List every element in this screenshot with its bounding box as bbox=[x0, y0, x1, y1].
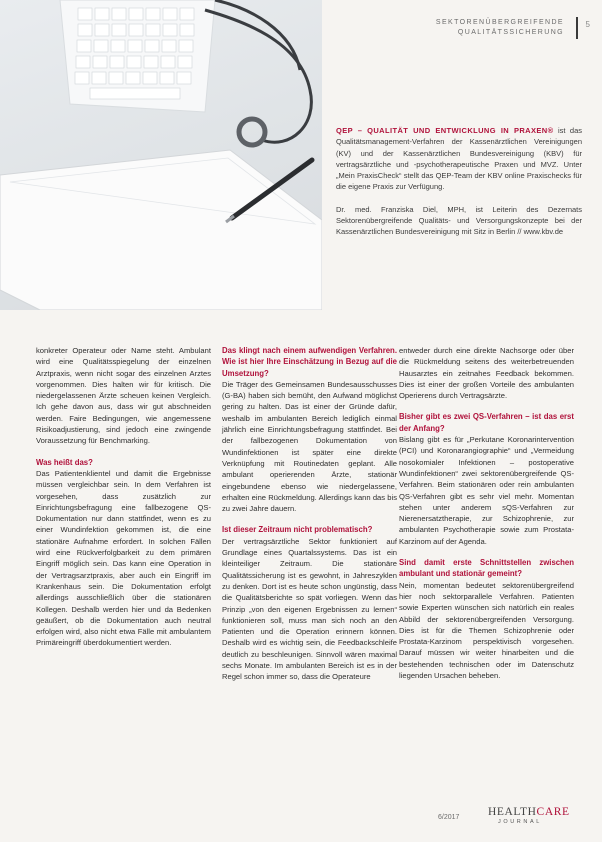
kicker-line-2: QUALITÄTSSICHERUNG bbox=[457, 29, 564, 36]
info-box-lead: QEP – QUALITÄT UND ENTWICKLUNG IN PRAXEN® bbox=[336, 126, 554, 135]
info-box bbox=[336, 125, 582, 249]
desk-photo-illustration bbox=[0, 0, 322, 310]
keyboard-illustration bbox=[60, 0, 215, 112]
col3-paragraph-3: Nein, momentan bedeutet sektorenübergreifend hier noch sektorparallele Verfahren. Patienten sowie Experten wünschen sich natürlich ein reales Abbild der sektorenübergreifenden Versorgung. Dies ist für die Themen Schizophrenie oder Prostata-Karzinom perspektivisch vorgesehen. Darauf müssen wir weiter hinarbeiten und die bestehenden technischen oder im Datenschutz liegenden Ursachen beheben. bbox=[399, 580, 574, 681]
stethoscope-illustration bbox=[205, 0, 311, 145]
journal-logo-sub: JOURNAL bbox=[498, 819, 542, 825]
column-1 bbox=[36, 345, 211, 649]
col1-paragraph-1: konkreter Operateur oder Name steht. Ambulant wird eine Qualitätsspiegelung der einzelnen Arztpraxis, wenn nicht sogar des einzelnen Arztes vorgenommen. Dies halten wir für kritisch. Die niedergelassenen Ärzte scheuen keinen Vergleich. Ich gehe davon aus, dass wir gut abschneiden werden. Faire Bedingungen, wie angemessene Risikoadjustierung, sind jedoch eine zwingende Voraussetzung für Benchmarking. bbox=[36, 346, 211, 446]
col3-question-2: Sind damit erste Schnittstellen zwischen ambulant und stationär gemeint? bbox=[399, 558, 574, 579]
col2-question-2: Ist dieser Zeitraum nicht problematisch? bbox=[222, 525, 373, 535]
info-box-text-2: Dr. med. Franziska Diel, MPH, ist Leiterin des Dezernats Sektorenübergreifende Qualitäts- und Versorgungskonzepte bei der Kassenärztlichen Bundesvereinigung mit Sitz in Berlin // www.kbv.de bbox=[336, 204, 582, 237]
info-box-paragraph-1 bbox=[336, 125, 582, 193]
col1-question-1: Was heißt das? bbox=[36, 457, 93, 467]
col2-question-1: Das klingt nach einem aufwendigen Verfahren. Wie ist hier Ihre Einschätzung in Bezug auf die Umsetzung? bbox=[222, 346, 397, 378]
col3-paragraph-1: entweder durch eine direkte Nachsorge oder über die Rückmeldung seitens des weiterbetreuenden Hausarztes ein zeitnahes Feedback bekommen. Dies ist einer der großen Vorteile des ambulanten Operierens durch Vertragsärzte. bbox=[399, 346, 574, 401]
section-kicker bbox=[436, 18, 564, 38]
column-3 bbox=[399, 345, 574, 681]
header-photo bbox=[0, 0, 322, 310]
logo-care: CARE bbox=[536, 806, 570, 818]
clipboard-illustration bbox=[0, 150, 322, 310]
page-number: 5 bbox=[585, 20, 590, 29]
col2-paragraph-2: Der vertragsärztliche Sektor funktioniert auf Grundlage eines Quartalssystems. Das ist ein kleinteiliger Zeitraum. Die stationäre Qualitätssicherung ist es gewohnt, in Jahreszyklen zu denken. Dort ist es heute schon ungünstig, dass die Qualitätsberichte so spät vorliegen. Wenn das Prinzip „von den eigenen Ergebnissen zu lernen“ funktionieren soll, muss man sich noch an den Patienten und die Operation erinnern können. Deshalb wird es wichtig sein, die Feedbackschleife deutlich zu beschleunigen. Sinnvoll wären maximal sechs Monate. Im ambulanten Bereich ist es in der Regel schon immer so, dass die Operateure bbox=[222, 536, 397, 682]
col3-question-1: Bisher gibt es zwei QS-Verfahren – ist das erst der Anfang? bbox=[399, 412, 574, 433]
kicker-line-1: SEKTORENÜBERGREIFENDE bbox=[435, 19, 564, 26]
logo-health: HEALTH bbox=[488, 806, 537, 818]
kicker-divider bbox=[576, 17, 578, 39]
info-box-text-1: ist das Qualitätsmanagement-Verfahren der Kassenärztlichen Vereinigungen (KV) und der Kassenärztlichen Bundesvereinigung (KBV) für vertragsärztliche und -psychotherapeutische Praxen und MVZ. Unter „Mein PraxisCheck“ stellt das QEP-Team der KBV online Praxischecks für die eigene Praxis zur Verfügung. bbox=[336, 126, 582, 192]
column-2 bbox=[222, 345, 397, 683]
col1-paragraph-2: Das Patientenklientel und damit die Ergebnisse müssen vergleichbar sein. In dem Verfahren ist vorgesehen, dass zusätzlich zur Einrichtungsbefragung eine fallbezogene QS-Dokumentation nur dann stattfindet, wenn es zu einer Wundinfektion gekommen ist, die eine stationäre Aufnahme erfordert. In solchen Fällen wird eine Rückverfolgbarkeit zu dem primären Eingriff möglich sein. Das kann eine Operation in der Vertragsarztpraxis, aber auch ein Eingriff im Krankenhaus sein. Die Dokumentation erfolgt allerdings ausschließlich über die stationären Kollegen. Deshalb werden hier und da Bedenken geäußert, ob die Dokumentation auch neutral erfolgen wird, also nicht etwa Fälle mit ambulantem Primäreingriff überdokumentiert werden. bbox=[36, 468, 211, 648]
col2-paragraph-1: Die Träger des Gemeinsamen Bundesausschusses (G-BA) haben sich bemüht, den Aufwand möglichst gering zu halten. Das ist einer der Gründe dafür, weshalb im ambulanten Bereich lediglich einmal jährlich eine Einrichtungsbefragung stattfindet. Bei der fallbezogenen Dokumentation von Wundinfektionen ist später eine direkte Verknüpfung mit Routinedaten geplant. Alle ambulant operierenden Ärzte, stationär eingebundene ebenso wie niedergelassene, erhalten eine Rückmeldung. Allerdings kann das bis zu zwei Jahre dauern. bbox=[222, 379, 397, 514]
footer-issue: 6/2017 bbox=[438, 814, 460, 821]
col3-paragraph-2: Bislang gibt es für „Perkutane Koronarintervention (PCI) und Koronarangiographie“ und „Vermeidung nosokomialer Infektionen – postoperative Wundinfektionen“ zwei sektorenübergreifende QS-Verfahren. Beim stationären oder rein ambulanten QS-Verfahren gibt es sehr viel mehr. Momentan stehen unter anderem sQS-Verfahren zur Nierenersatztherapie, zur Schizophrenie, zur ambulanten Psychotherapie sowie zum Prostata-Karzinom auf der Agenda. bbox=[399, 435, 574, 546]
journal-logo bbox=[488, 806, 570, 818]
